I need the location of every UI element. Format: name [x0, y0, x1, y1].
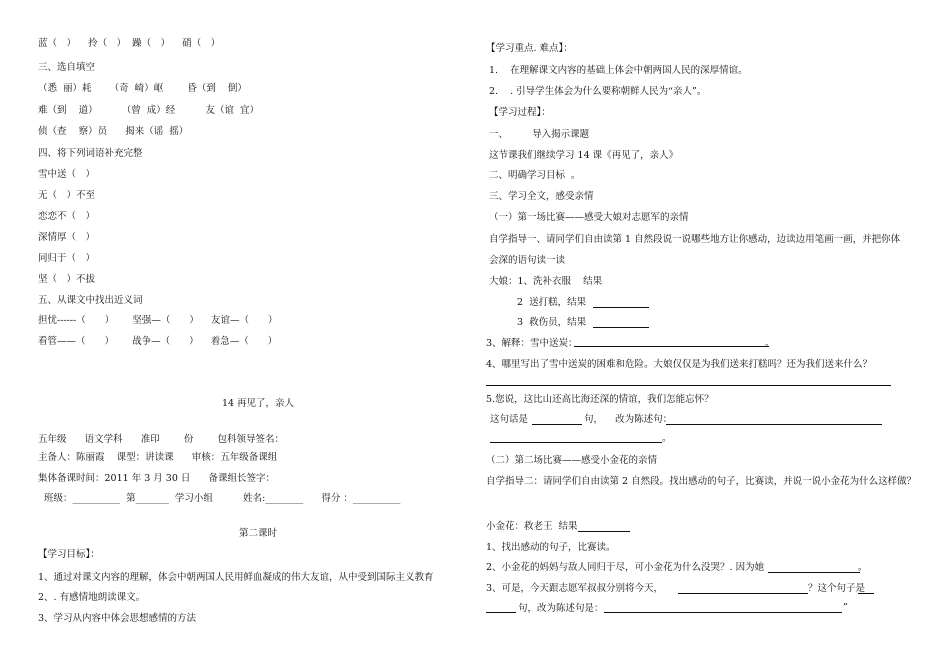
section-heading-5: 五、从课文中找出近义词 — [38, 295, 143, 306]
period-mark: 。 — [765, 338, 775, 349]
blank-line[interactable] — [532, 424, 582, 425]
left-line-3: （悉 丽）耗 （奇 崎）岖 昏（到 倒） — [38, 83, 247, 94]
guide-1-cont: 会深的语句读一读 — [489, 255, 566, 266]
jinhua-q3-b: ？这个句子是 — [808, 583, 866, 594]
idiom-5: 同归于（ ） — [38, 253, 96, 264]
left-line-4: 难（到 道） （曾 成）经 友（谊 宜） — [38, 105, 260, 116]
key-point-2: 2. . 引导学生体会为什么要称朝鲜人民为“亲人”。 — [489, 86, 707, 97]
question-5-b: 句， 改为陈述句： — [584, 414, 673, 425]
left-line-1: 蓝（ ） 拎（ ） 躁（ ） 硝（ ） — [38, 38, 221, 49]
key-points-heading: 【学习重点. 难点】： — [486, 43, 573, 54]
step-1: 一、 导入揭示课题 — [489, 129, 590, 140]
step-2: 二、明确学习目标 。 — [489, 170, 581, 181]
period-mark: 。 — [858, 562, 868, 573]
blank-line[interactable] — [486, 612, 516, 613]
idiom-4: 深情厚（ ） — [38, 232, 96, 243]
jinhua-q2: 2、小金花的妈妈与敌人同归于尽，可小金花为什么没哭？. 因为她 — [486, 562, 765, 573]
jinhua-q1: 1、找出感动的句子，比赛读。 — [486, 542, 616, 553]
part-1-heading: （一）第一场比赛——感受大娘对志愿军的亲情 — [489, 212, 689, 223]
left-line-5: 侦（查 察）员 揭来（谣 摇） — [38, 126, 189, 137]
objectives-heading: 【学习目标】： — [38, 549, 100, 560]
blank-line[interactable] — [574, 346, 769, 347]
intro-text: 这节课我们继续学习 14 课《再见了，亲人》 — [489, 150, 679, 161]
synonym-row-1: 担忧------（ ） 坚强—（ ） 友谊—（ ） — [38, 315, 278, 326]
section-heading-3: 三、选自填空 — [38, 62, 96, 73]
blank-line[interactable] — [858, 593, 874, 594]
section-heading-4: 四、将下列词语补充完整 — [38, 148, 143, 159]
guide-1: 自学指导一、请同学们自由读第 1 自然段说一说哪些地方让你感动，边读边用笔画一画，并把你体 — [489, 234, 901, 245]
idiom-1: 雪中送（ ） — [38, 169, 96, 180]
question-3: 3、解释：雪中送炭： — [486, 338, 578, 349]
answer-line[interactable] — [486, 385, 891, 386]
question-5-a: 这句话是 — [490, 414, 529, 425]
aunt-item-3: 3 救伤员，结果 — [517, 317, 587, 328]
blank-line[interactable] — [490, 442, 662, 443]
objective-3: 3、学习从内容中体会思想感情的方法 — [38, 613, 197, 624]
info-line-1: 五年级 语文学科 准印 份 包科领导签名： — [38, 434, 285, 445]
blank-line[interactable] — [593, 327, 649, 328]
info-line-4: 班级：__________ 第_______ 学习小组 姓名:________ 得分 ：__________ — [38, 493, 401, 504]
quote-mark: ” — [843, 602, 848, 613]
idiom-2: 无（ ）不至 — [38, 190, 96, 201]
blank-line[interactable] — [678, 593, 808, 594]
key-point-1: 1. 在理解课文内容的基础上体会中朝两国人民的深厚情谊。 — [489, 65, 748, 76]
idiom-6: 坚（ ）不拔 — [38, 274, 96, 285]
period-mark: 。 — [662, 433, 672, 444]
jinhua-q3-c: 句，改为陈述句是： — [518, 603, 604, 614]
jinhua-item: 小金花：救老王 结果 — [486, 521, 578, 532]
blank-line[interactable] — [593, 307, 649, 308]
info-line-2: 主备人：陈丽霞 课型：讲读课 审核：五年级备课组 — [38, 452, 278, 463]
question-5: 5.您说，这比山还高比海还深的情谊，我们怎能忘怀？ — [486, 394, 714, 405]
objective-2: 2、. 有感情地朗读课文。 — [38, 592, 146, 603]
guide-2: 自学指导二：请同学们自由读第 2 自然段。找出感动的句子，比赛读，并说一说小金花为什么这样做？ — [486, 476, 917, 487]
blank-line[interactable] — [768, 572, 860, 573]
process-heading: 【学习过程】： — [486, 107, 551, 118]
part-2-heading: （二）第二场比赛——感受小金花的亲情 — [486, 455, 658, 466]
blank-line[interactable] — [604, 612, 842, 613]
aunt-item-1: 大娘：1、洗补衣服 结果 — [489, 276, 603, 287]
question-4: 4、哪里写出了雪中送炭的困难和危险。大娘仅仅是为我们送来打糕吗？还为我们送来什么？ — [486, 359, 873, 370]
objective-1: 1、通过对课文内容的理解，体会中朝两国人民用鲜血凝成的伟大友谊，从中受到国际主义教育 — [38, 572, 434, 583]
aunt-item-2: 2 送打糕，结果 — [517, 297, 587, 308]
lesson-subtitle: 第二课时 — [238, 528, 277, 539]
synonym-row-2: 看管——（ ） 战争—（ ） 着急—（ ） — [38, 336, 278, 347]
idiom-3: 恋恋不（ ） — [38, 211, 96, 222]
page-title: 14 再见了，亲人 — [221, 398, 295, 409]
info-line-3: 集体备课时间：2011 年 3 月 30 日 备课组长签字： — [38, 473, 276, 484]
blank-line[interactable] — [578, 531, 630, 532]
step-3: 三、学习全文，感受亲情 — [489, 191, 594, 202]
blank-line[interactable] — [666, 424, 882, 425]
jinhua-q3: 3、可是，今天跟志愿军叔叔分别将今天， — [486, 583, 664, 594]
